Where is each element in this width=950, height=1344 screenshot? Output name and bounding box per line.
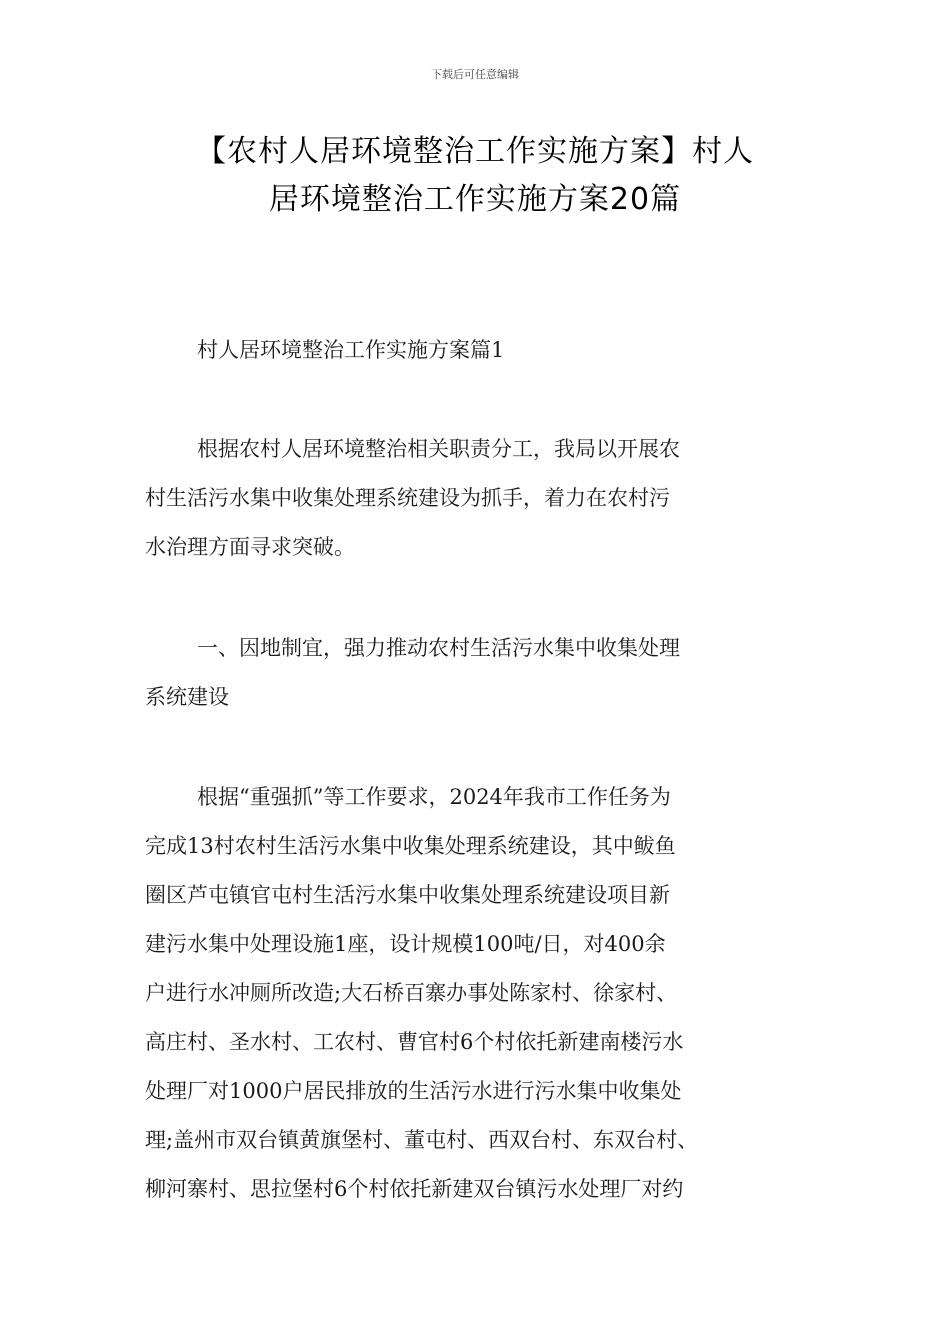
paragraph-line: 完成13村农村生活污水集中收集处理系统建设，其中鲅鱼	[145, 834, 676, 858]
paragraph-line: 建污水集中处理设施1座，设计规模100吨/日，对400余	[145, 932, 666, 956]
title-line: 【农村人居环境整治工作实施方案】村人	[196, 134, 754, 169]
paragraph-line: 圈区芦屯镇官屯村生活污水集中收集处理系统建设项目新	[145, 883, 670, 907]
paragraph	[145, 425, 805, 572]
section-heading: 村人居环境整治工作实施方案篇1	[197, 338, 505, 362]
paragraph-line: 根据“重强抓”等工作要求，2024年我市工作任务为	[197, 785, 671, 809]
paragraph-line: 户进行水冲厕所改造;大石桥百寨办事处陈家村、徐家村、	[145, 981, 678, 1005]
document-title	[100, 128, 850, 224]
paragraph	[145, 773, 805, 1214]
paragraph-line: 根据农村人居环境整治相关职责分工，我局以开展农	[197, 437, 680, 461]
header-note: 下载后可任意编辑	[431, 68, 519, 81]
paragraph-line: 村生活污水集中收集处理系统建设为抓手，着力在农村污	[145, 486, 670, 510]
title-line: 居环境整治工作实施方案20篇	[268, 182, 682, 217]
paragraph-line: 一、因地制宜，强力推动农村生活污水集中收集处理	[197, 636, 680, 660]
paragraph-line: 高庄村、圣水村、工农村、曹官村6个村依托新建南楼污水	[145, 1030, 684, 1054]
paragraph-line: 水治理方面寻求突破。	[145, 535, 355, 559]
paragraph-line: 柳河寨村、思拉堡村6个村依托新建双台镇污水处理厂对约	[145, 1177, 684, 1201]
paragraph-line: 处理厂对1000户居民排放的生活污水进行污水集中收集处	[145, 1079, 682, 1103]
paragraph-line: 系统建设	[145, 685, 229, 709]
subsection-heading	[145, 624, 805, 722]
paragraph-line: 理;盖州市双台镇黄旗堡村、董屯村、西双台村、东双台村、	[145, 1128, 699, 1152]
